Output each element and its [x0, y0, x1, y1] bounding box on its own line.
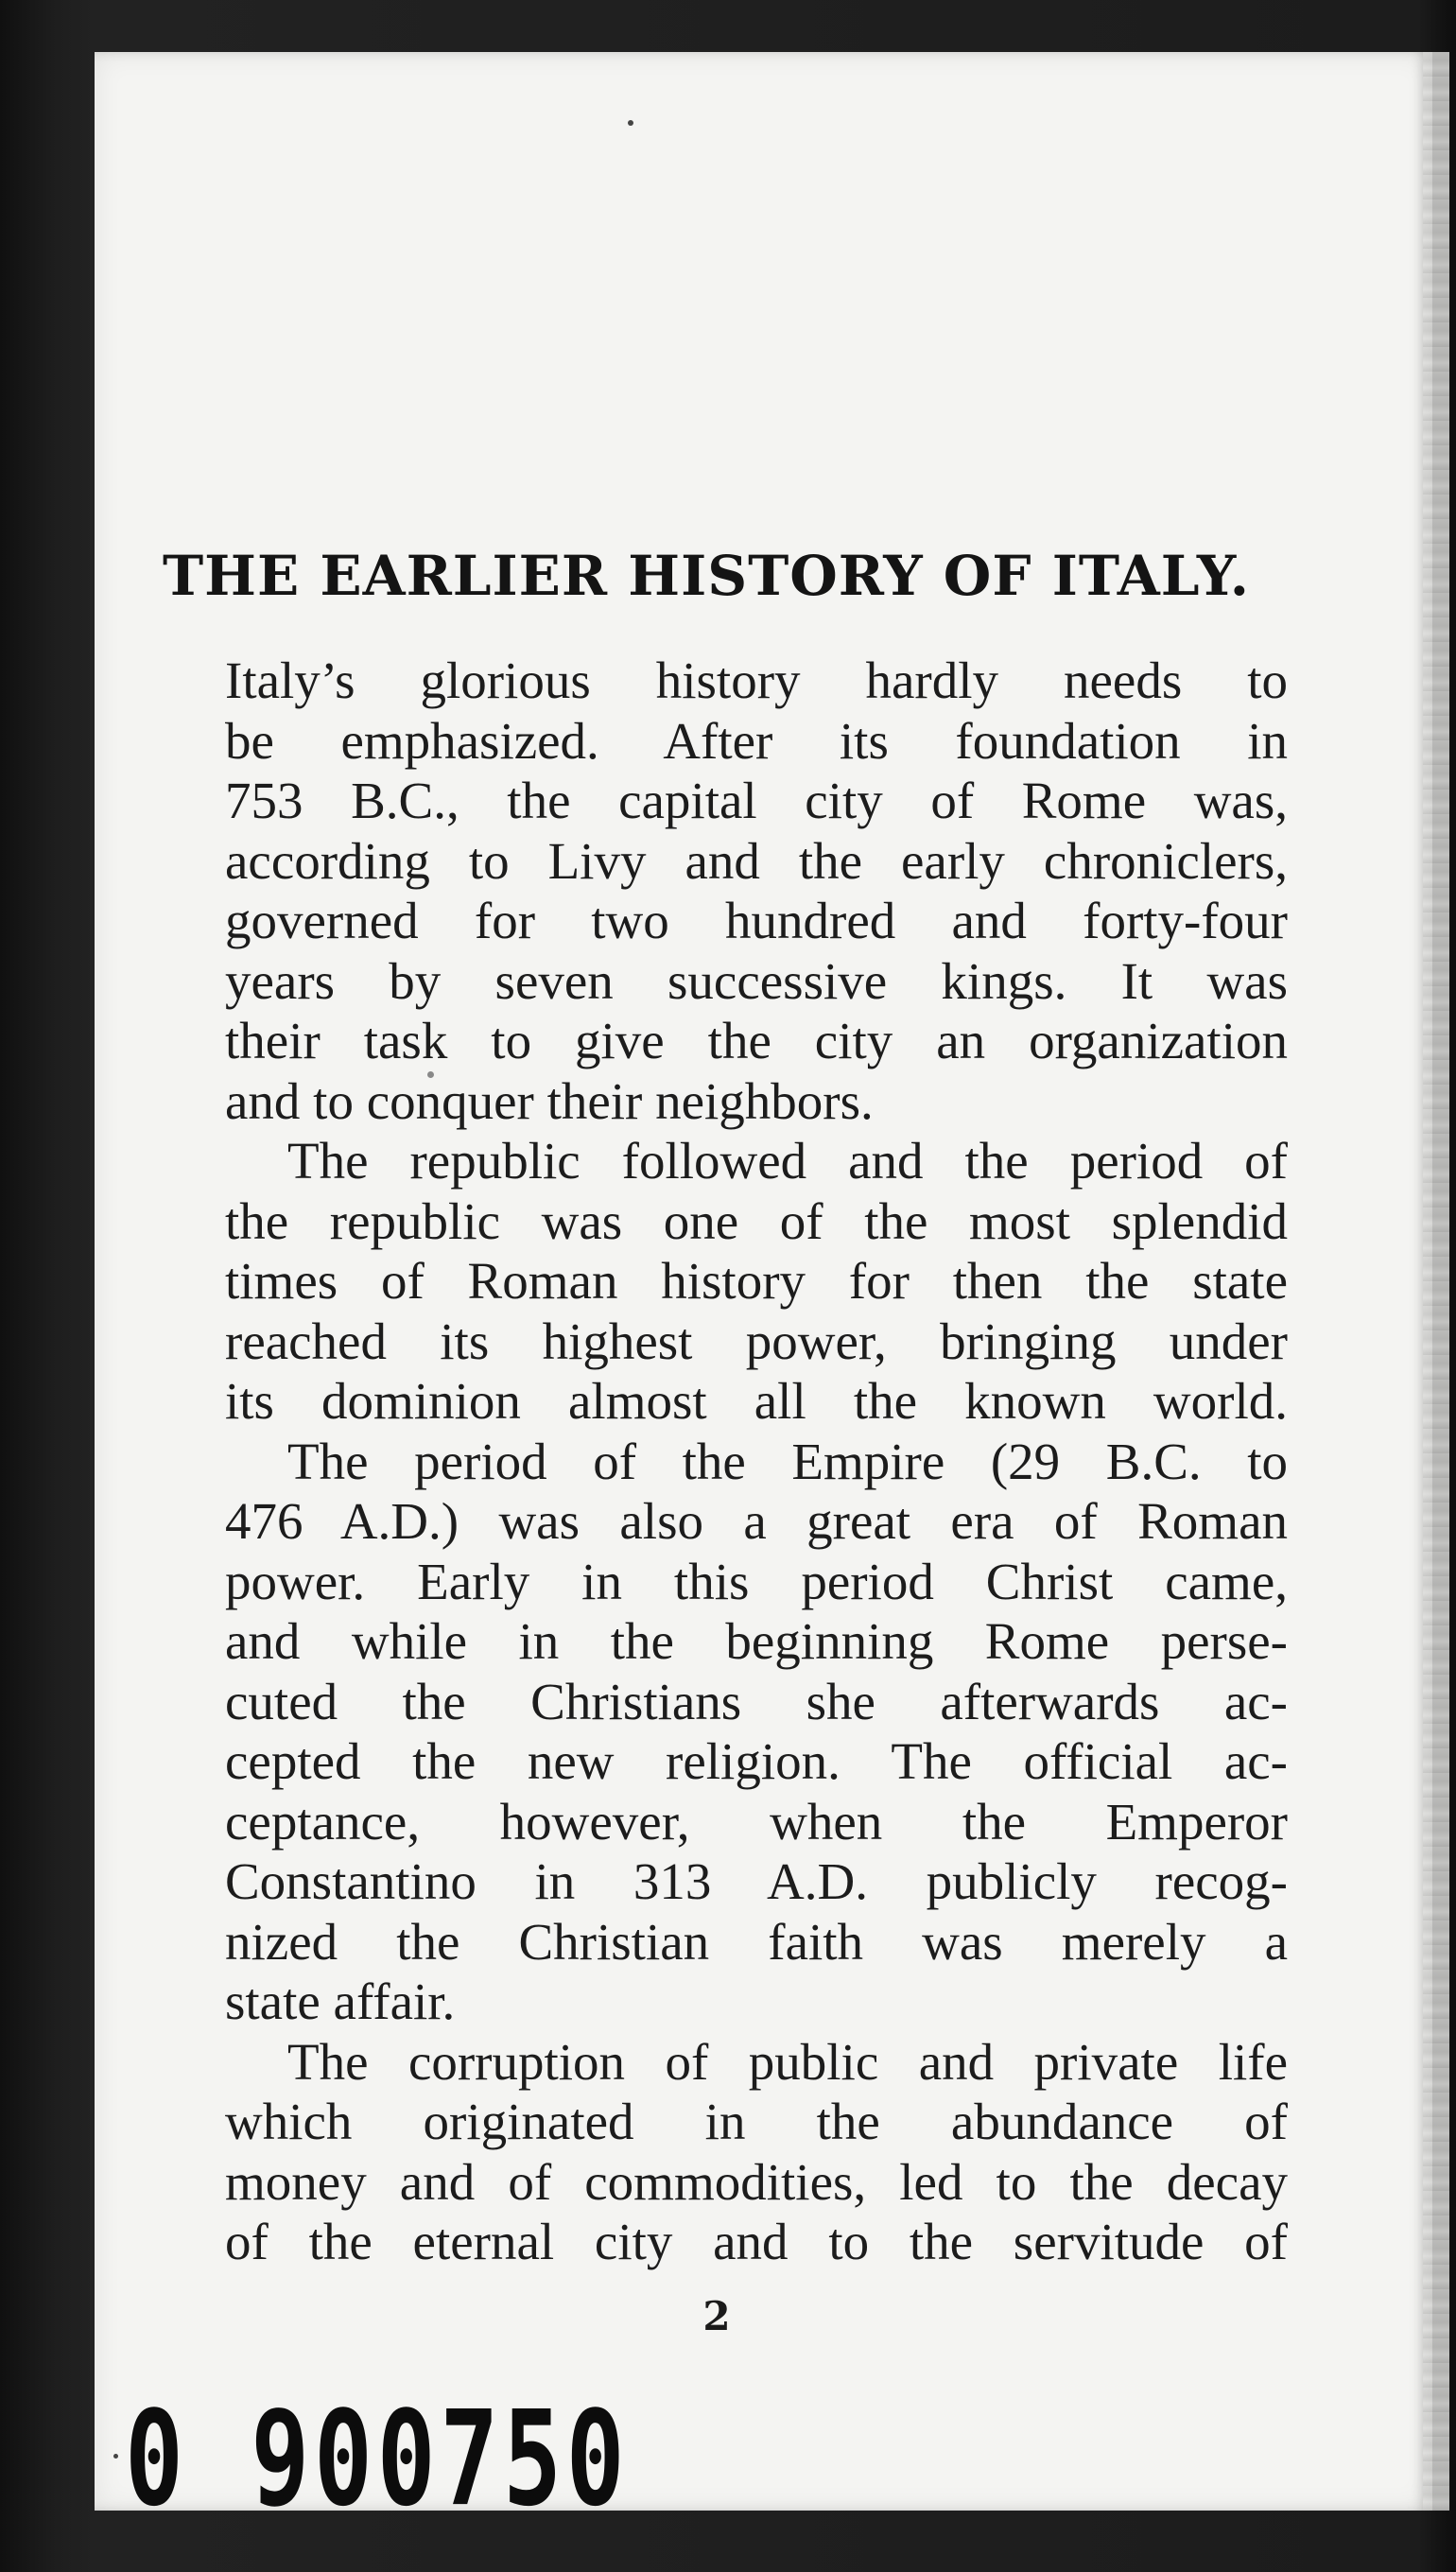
text-line: cepted the new religion. The official ac- — [225, 1732, 1288, 1790]
paragraph-3 — [163, 1432, 1288, 2032]
scan-speck — [628, 120, 633, 126]
text-line: cuted the Christians she afterwards ac- — [225, 1672, 1288, 1730]
page-number: 2 — [702, 2293, 731, 2339]
body-text — [163, 651, 1288, 2272]
text-line: and while in the beginning Rome perse- — [225, 1612, 1288, 1670]
text-line: their task to give the city an organization — [225, 1012, 1288, 1069]
text-line: years by seven successive kings. It was — [225, 951, 1288, 1010]
text-line: power. Early in this period Christ came, — [225, 1552, 1288, 1610]
text-line: which originated in the abundance of — [225, 2093, 1288, 2150]
text-line: The period of the Empire (29 B.C. to — [287, 1432, 1288, 1490]
text-line: be emphasized. After its foundation in — [225, 711, 1288, 770]
scan-speck — [113, 2454, 118, 2459]
serial-number-stamp: 0 900750 — [125, 2383, 630, 2536]
text-line: and to conquer their neighbors. — [225, 1071, 874, 1130]
text-line: reached its highest power, bringing under — [225, 1312, 1288, 1370]
text-line: 753 B.C., the capital city of Rome was, — [225, 772, 1288, 829]
text-line: The corruption of public and private life — [287, 2032, 1288, 2091]
page-binding-edge — [1423, 52, 1449, 2511]
text-line: Italy’s glorious history hardly needs to — [225, 652, 1288, 709]
text-line: nized the Christian faith was merely a — [225, 1912, 1288, 1971]
text-line: the republic was one of the most splendid — [225, 1191, 1288, 1250]
paragraph-1 — [163, 651, 1288, 1131]
text-line: 476 A.D.) was also a great era of Roman — [225, 1492, 1288, 1550]
page-title: THE EARLIER HISTORY OF ITALY. — [163, 544, 1251, 608]
text-line: times of Roman history for then the state — [225, 1252, 1288, 1310]
text-line: Constantino in 313 A.D. publicly recog- — [225, 1852, 1288, 1910]
text-line: money and of commodities, led to the decay — [225, 2152, 1288, 2211]
text-line: The republic followed and the period of — [287, 1132, 1288, 1190]
text-line: according to Livy and the early chroniclers, — [225, 831, 1288, 890]
text-line: its dominion almost all the known world. — [225, 1372, 1288, 1430]
text-line: state affair. — [225, 1972, 456, 2030]
text-line: ceptance, however, when the Emperor — [225, 1792, 1288, 1851]
text-line: governed for two hundred and forty-four — [225, 892, 1288, 949]
text-line: of the eternal city and to the servitude of — [225, 2213, 1288, 2270]
paragraph-4 — [163, 2032, 1288, 2272]
paragraph-2 — [163, 1131, 1288, 1432]
